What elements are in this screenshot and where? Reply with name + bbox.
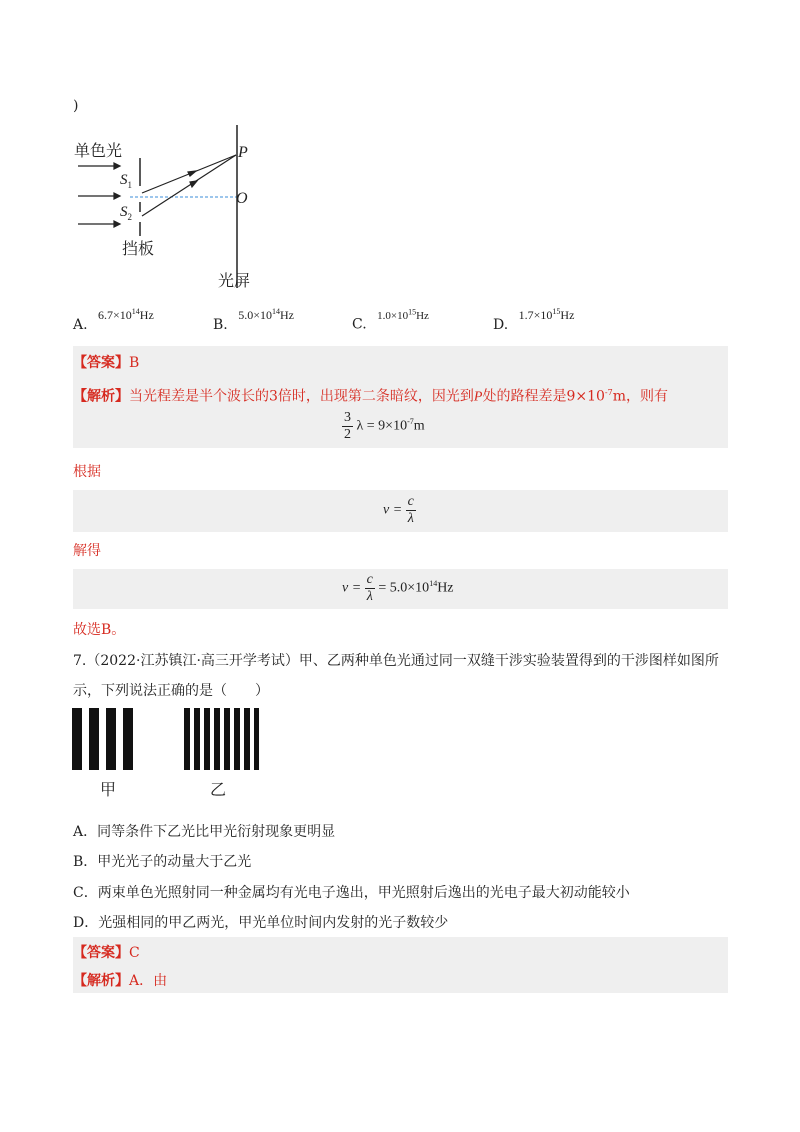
- label-according: 根据: [73, 464, 101, 480]
- interference-patterns: [72, 708, 272, 774]
- screen-label: 光屏: [218, 271, 251, 290]
- q6-equation-1: $\frac{3}{2}$ $\lambda = 9\times 10^{-7}m$: [344, 410, 425, 442]
- s2-label: $S_2$: [120, 204, 132, 222]
- s1-label: $S_1$: [120, 172, 132, 190]
- double-slit-diagram: [70, 120, 290, 295]
- q6-option-a: A. $6.7\times 10^{14}Hz$: [73, 307, 154, 333]
- q6-option-c: C. $^{1.0\times 10^{15}Hz}$: [352, 307, 429, 333]
- rays: [142, 155, 236, 216]
- q6-equation-3: ν = $\frac{c}{\lambda}$ = $5.0\times 10^{14}Hz$: [342, 572, 454, 604]
- o-label: O: [236, 190, 248, 207]
- label-solve: 解得: [73, 543, 101, 559]
- q6-option-b: B. $5.0\times 10^{14}Hz$: [213, 307, 294, 333]
- q7-analysis: 【解析】A．由: [73, 973, 168, 989]
- pattern-jia: [72, 708, 133, 770]
- interference-svg: [72, 708, 272, 774]
- q6-analysis-line: 【解析】当光程差是半个波长的3倍时，出现第二条暗纹，因光到P处的路程差是$9\times 10^{-7}m$，则有: [73, 388, 668, 405]
- q7-option-c: C．两束单色光照射同一种金属均有光电子逸出，甲光照射后逸出的光电子最大初动能较小: [73, 885, 630, 901]
- q7-option-a: A．同等条件下乙光比甲光衍射现象更明显: [73, 824, 336, 840]
- q6-option-d: D. $1.7\times 10^{15}Hz$: [493, 307, 575, 333]
- top-fragment: ): [73, 98, 79, 114]
- q6-conclusion: 故选B。: [73, 622, 126, 638]
- source-label: 单色光: [74, 141, 123, 160]
- incoming-light-arrows: [78, 163, 120, 227]
- q6-answer: 【答案】B: [73, 355, 140, 371]
- q7-stem-line2: 示，下列说法正确的是（ ）: [73, 683, 269, 699]
- label-yi: 乙: [210, 780, 227, 799]
- q7-option-d: D．光强相同的甲乙两光，甲光单位时间内发射的光子数较少: [73, 915, 449, 931]
- q7-answer-block: [73, 937, 728, 993]
- q6-equation-2: ν = $\frac{c}{\lambda}$: [383, 494, 414, 526]
- baffle-label: 挡板: [122, 239, 155, 258]
- p-label: P: [238, 144, 248, 161]
- q7-option-b: B．甲光光子的动量大于乙光: [73, 854, 252, 870]
- q7-stem-line1: 7.（2022·江苏镇江·高三开学考试）甲、乙两种单色光通过同一双缝干涉实验装置得到的干涉图样如图所: [73, 653, 719, 669]
- q7-answer: 【答案】C: [73, 945, 140, 961]
- label-jia: 甲: [100, 780, 117, 799]
- pattern-yi: [184, 708, 259, 770]
